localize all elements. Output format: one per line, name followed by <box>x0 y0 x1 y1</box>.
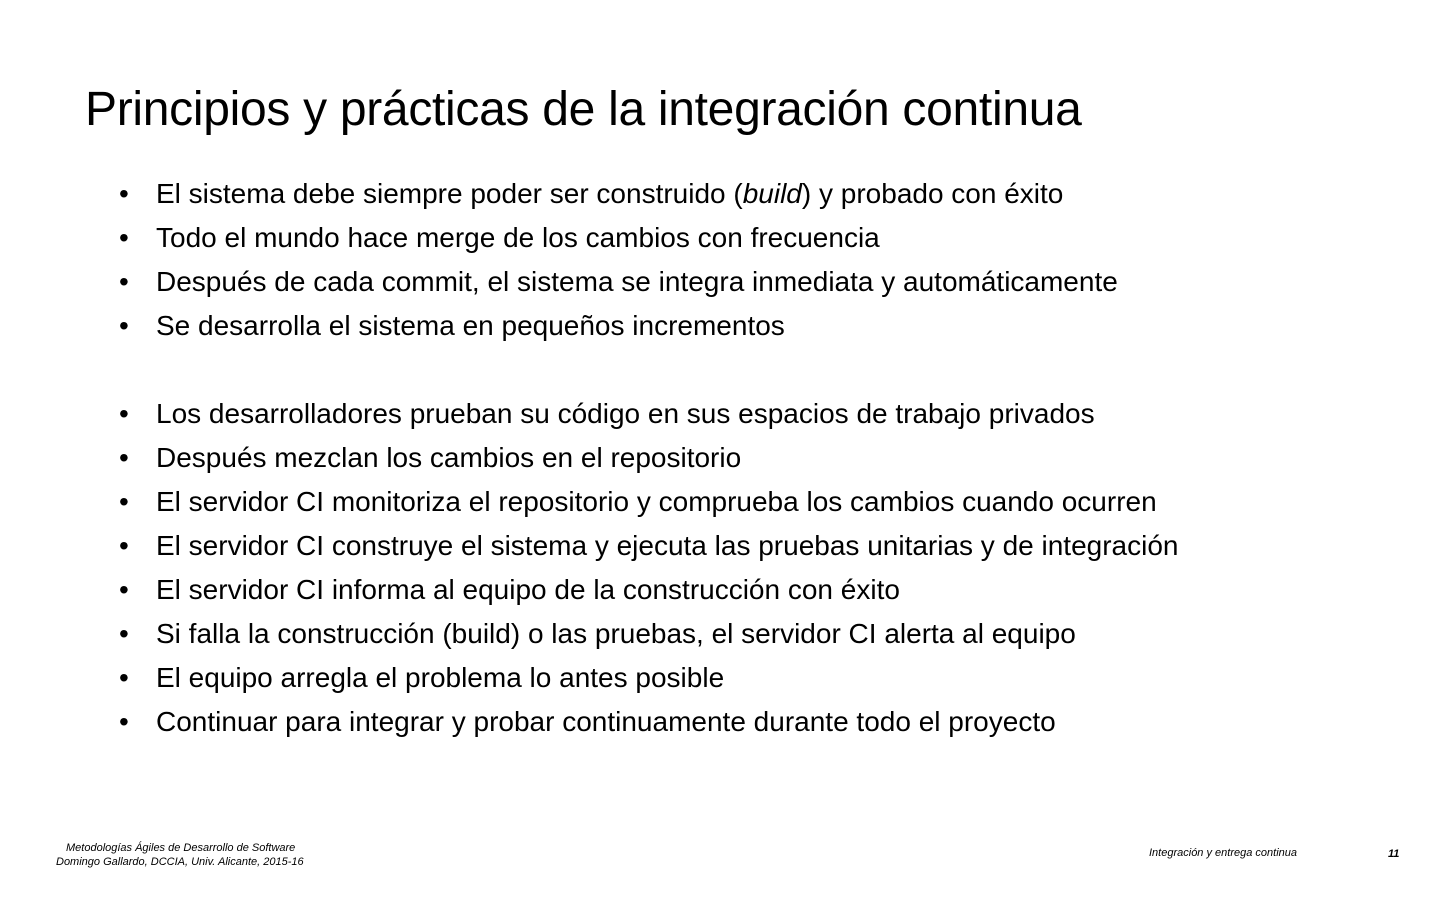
footer-author: Domingo Gallardo, DCCIA, Univ. Alicante, 2015-16 <box>56 856 304 868</box>
bullet-text: Después mezclan los cambios en el repositorio <box>156 442 742 473</box>
bullet-icon: • <box>119 398 129 429</box>
bullet-icon: • <box>119 178 129 209</box>
emphasis-build: build <box>742 178 802 209</box>
bullet-text: El sistema debe siempre poder ser construido (build) y probado con éxito <box>156 178 1064 209</box>
bullet-text: El servidor CI construye el sistema y ejecuta las pruebas unitarias y de integración <box>156 530 1179 561</box>
bullet-text: Se desarrolla el sistema en pequeños incrementos <box>156 310 785 341</box>
footer-course-info <box>56 841 304 869</box>
bullet-text: Después de cada commit, el sistema se integra inmediata y automáticamente <box>156 266 1118 297</box>
bullet-text: Los desarrolladores prueban su código en sus espacios de trabajo privados <box>156 398 1095 429</box>
bullet-text: Si falla la construcción (build) o las pruebas, el servidor CI alerta al equipo <box>156 618 1076 649</box>
slide-title: Principios y prácticas de la integración continua <box>85 83 1082 136</box>
bullet-text: El servidor CI informa al equipo de la construcción con éxito <box>156 574 900 605</box>
bullet-text: Todo el mundo hace merge de los cambios con frecuencia <box>156 222 880 253</box>
page-number: 11 <box>1388 848 1400 860</box>
bullet-icon: • <box>119 574 129 605</box>
bullet-text: El equipo arregla el problema lo antes posible <box>156 662 725 693</box>
bullet-icon: • <box>119 222 129 253</box>
bullet-icon: • <box>119 530 129 561</box>
footer-course: Metodologías Ágiles de Desarrollo de Software <box>66 842 296 854</box>
bullet-icon: • <box>119 266 129 297</box>
bullet-icon: • <box>119 310 129 341</box>
bullet-icon: • <box>119 442 129 473</box>
bullet-text: Continuar para integrar y probar continuamente durante todo el proyecto <box>156 706 1056 737</box>
footer-topic: Integración y entrega continua <box>1149 847 1297 859</box>
bullet-text: El servidor CI monitoriza el repositorio y comprueba los cambios cuando ocurren <box>156 486 1157 517</box>
bullet-icon: • <box>119 662 129 693</box>
bullet-icon: • <box>119 706 129 737</box>
bullet-icon: • <box>119 618 129 649</box>
bullet-icon: • <box>119 486 129 517</box>
